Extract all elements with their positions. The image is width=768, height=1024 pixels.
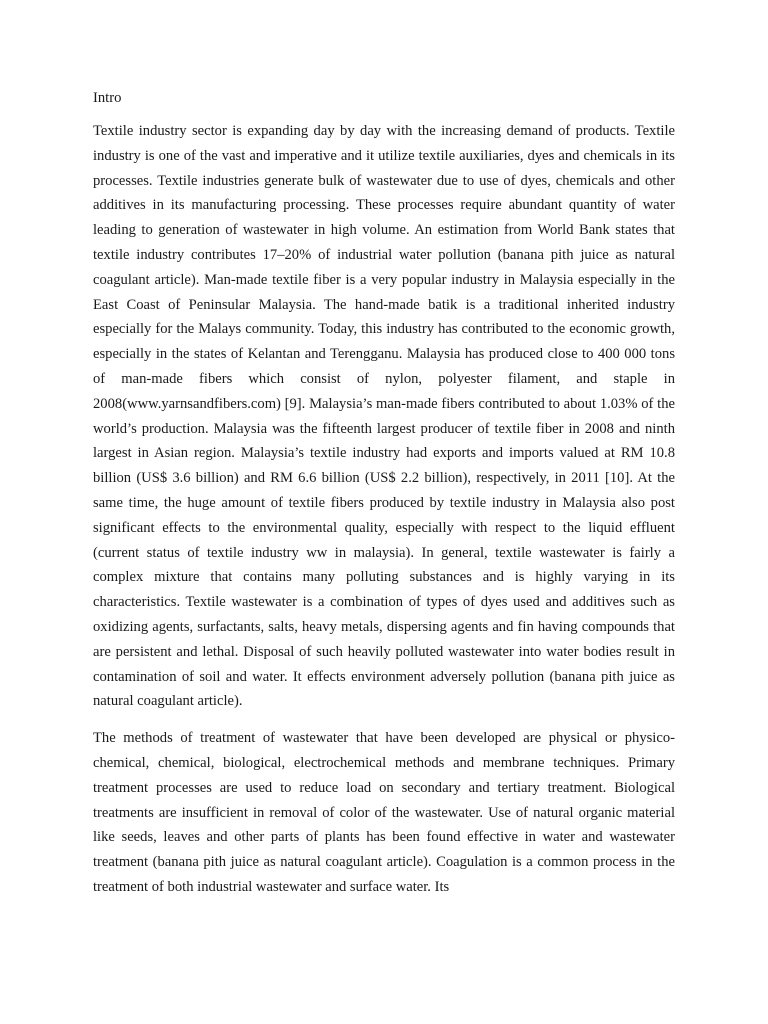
- paragraph-1: Textile industry sector is expanding day by day with the increasing demand of products. Textile industry is one of the vast and imperative and it utilize textile auxiliaries, dyes and chemicals in its processes. Textile industries generate bulk of wastewater due to use of dyes, chemicals and other additives in its manufacturing processing. These processes require abundant quantity of water leading to generation of wastewater in high volume. An estimation from World Bank states that textile industry contributes 17–20% of industrial water pollution (banana pith juice as natural coagulant article). Man-made textile fiber is a very popular industry in Malaysia especially in the East Coast of Peninsular Malaysia. The hand-made batik is a traditional inherited industry especially for the Malays community. Today, this industry has contributed to the economic growth, especially in the states of Kelantan and Terengganu. Malaysia has produced close to 400 000 tons of man-made fibers which consist of nylon, polyester filament, and staple in 2008(www.yarnsandfibers.com) [9]. Malaysia’s man-made fibers contributed to about 1.03% of the world’s production. Malaysia was the fifteenth largest producer of textile fiber in 2008 and ninth largest in Asian region. Malaysia’s textile industry had exports and imports valued at RM 10.8 billion (US$ 3.6 billion) and RM 6.6 billion (US$ 2.2 billion), respectively, in 2011 [10]. At the same time, the huge amount of textile fibers produced by textile industry in Malaysia also post significant effects to the environmental quality, especially with respect to the liquid effluent (current status of textile industry ww in malaysia). In general, textile wastewater is fairly a complex mixture that contains many polluting substances and is highly varying in its characteristics. Textile wastewater is a combination of types of dyes used and additives such as oxidizing agents, surfactants, salts, heavy metals, dispersing agents and fin having compounds that are persistent and lethal. Disposal of such heavily polluted wastewater into water bodies result in contamination of soil and water. It effects environment adversely pollution (banana pith juice as natural coagulant article).: [93, 123, 675, 710]
- paragraph-2: The methods of treatment of wastewater that have been developed are physical or physico-chemical, chemical, biological, electrochemical methods and membrane techniques. Primary treatment processes are used to reduce load on secondary and tertiary treatment. Biological treatments are insufficient in removal of color of the wastewater. Use of natural organic material like seeds, leaves and other parts of plants has been found effective in water and wastewater treatment (banana pith juice as natural coagulant article). Coagulation is a common process in the treatment of both industrial wastewater and surface water. Its: [93, 730, 675, 895]
- section-heading: Intro: [93, 90, 122, 106]
- document-body: [93, 86, 675, 912]
